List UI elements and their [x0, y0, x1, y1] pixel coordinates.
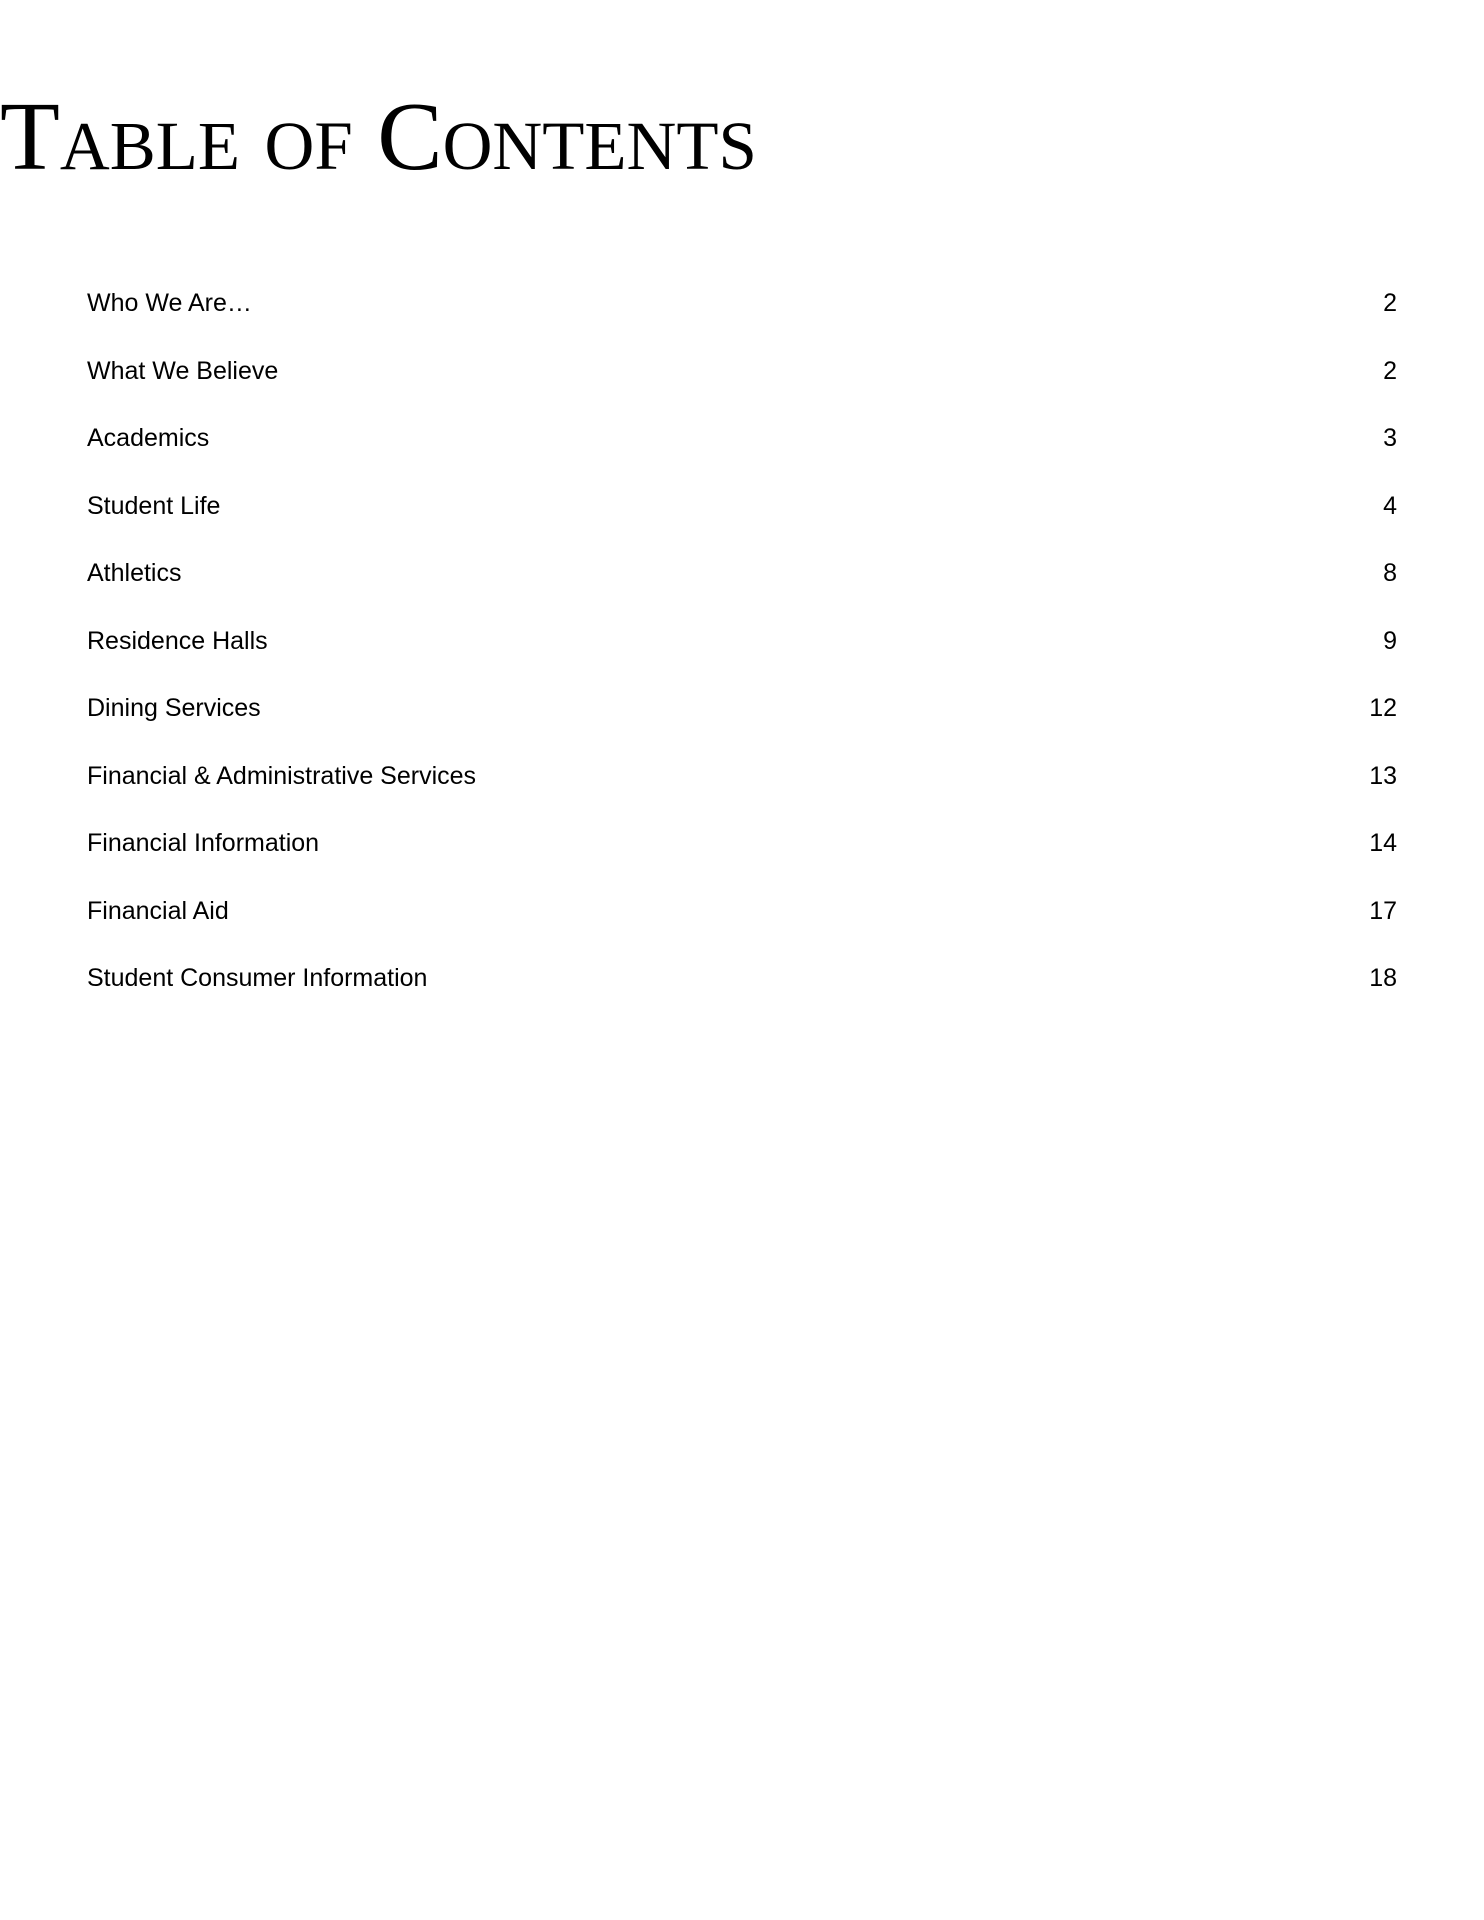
toc-list	[87, 270, 1397, 1013]
toc-entry-label: Academics	[87, 424, 210, 453]
page-title: Table of Contents	[0, 83, 757, 191]
toc-entry	[87, 405, 1397, 473]
toc-entry-page-number: 8	[1383, 559, 1397, 588]
toc-entry-page-number: 17	[1369, 896, 1397, 925]
toc-entry-page-number: 12	[1369, 694, 1397, 723]
toc-entry	[87, 270, 1397, 338]
toc-entry-label: Financial Information	[87, 829, 320, 858]
toc-entry-page-number: 4	[1383, 491, 1397, 520]
toc-entry-label: Residence Halls	[87, 626, 268, 655]
toc-entry-page-number: 2	[1383, 289, 1397, 318]
toc-entry-label: Dining Services	[87, 694, 261, 723]
toc-entry	[87, 540, 1397, 608]
toc-entry-label: Student Life	[87, 491, 221, 520]
toc-entry	[87, 810, 1397, 878]
toc-entry-page-number: 3	[1383, 424, 1397, 453]
toc-entry-page-number: 2	[1383, 356, 1397, 385]
toc-entry	[87, 878, 1397, 946]
toc-entry	[87, 743, 1397, 811]
toc-entry	[87, 945, 1397, 1013]
toc-entry-label: Student Consumer Information	[87, 964, 428, 993]
toc-entry-page-number: 18	[1369, 964, 1397, 993]
toc-entry	[87, 338, 1397, 406]
toc-entry-label: Financial Aid	[87, 896, 229, 925]
toc-entry-label: Athletics	[87, 559, 182, 588]
toc-entry-page-number: 14	[1369, 829, 1397, 858]
toc-entry	[87, 675, 1397, 743]
toc-entry-page-number: 9	[1383, 626, 1397, 655]
toc-entry	[87, 608, 1397, 676]
toc-entry-label: Financial & Administrative Services	[87, 761, 477, 790]
toc-entry-label: Who We Are…	[87, 289, 252, 318]
toc-entry-page-number: 13	[1369, 761, 1397, 790]
toc-entry	[87, 473, 1397, 541]
toc-entry-label: What We Believe	[87, 356, 279, 385]
